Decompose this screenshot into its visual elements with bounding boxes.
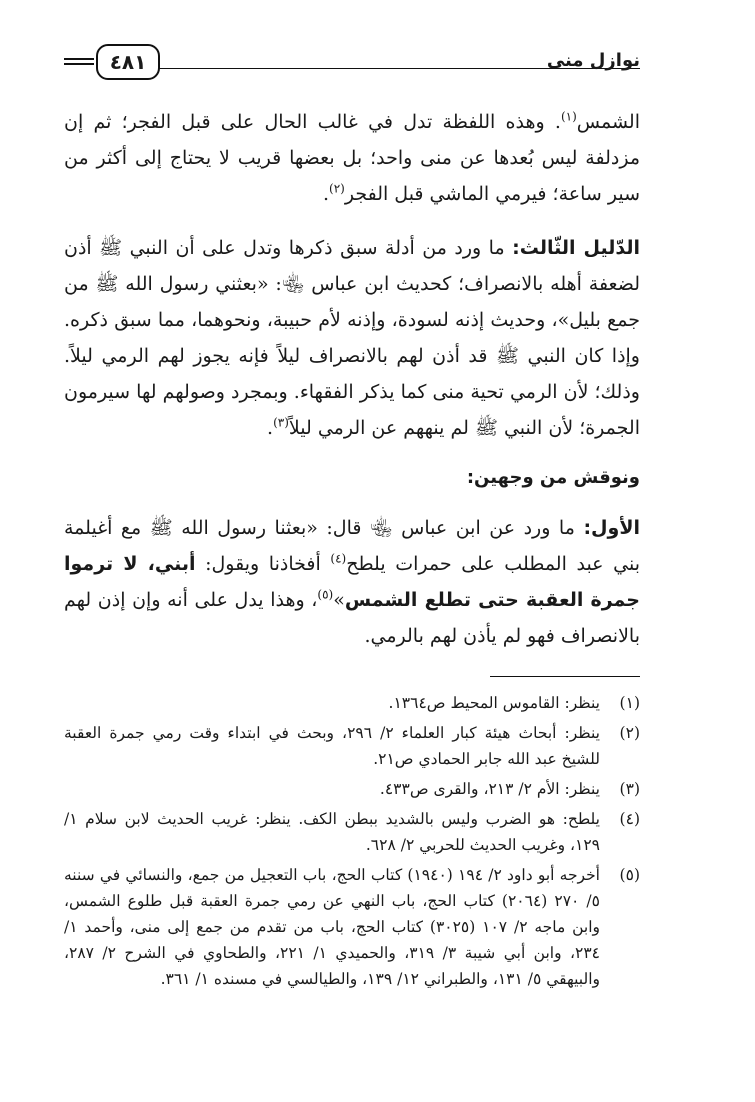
page-number-box xyxy=(96,44,160,80)
footnote-ref-1: (١) xyxy=(560,109,577,124)
paragraph-1 xyxy=(64,104,640,212)
footnote-item xyxy=(64,720,640,772)
paragraph-label: الدّليل الثّالث: xyxy=(512,237,641,259)
text-span: ما ورد من أدلة سبق ذكرها وتدل على أن النبي ﷺ أذن لضعفة أهله بالانصراف؛ كحديث ابن عباس ﵄: «بعثني رسول الله ﷺ من جمع بليل»، وحديث إذنه لسودة، وإذنه لأم حبيبة، ونحوهما، مما سبق ذكره. وإذا كان النبي ﷺ قد أذن لهم بالانصراف ليلاً فإنه يجوز لهم الرمي ليلاً. وذلك؛ لأن الرمي تحية منى كما يذكر الفقهاء. وبمجرد وصولهم لها سيرمون الجمرة؛ لأن النبي ﷺ لم ينههم عن الرمي ليلاً xyxy=(64,237,640,439)
text-span: » xyxy=(333,589,345,611)
footnote-text: يلطح: هو الضرب وليس بالشديد ببطن الكف. ينظر: غريب الحديث لابن سلام ١/ ١٢٩، وغريب الحديث للحربي ٢/ ٦٢٨. xyxy=(64,810,600,854)
text-span: . xyxy=(267,417,274,439)
page-header xyxy=(64,44,640,84)
text-span: . xyxy=(322,183,330,205)
running-title: نوازل منى xyxy=(546,50,640,71)
footnote-text: ينظر: القاموس المحيط ص١٣٦٤. xyxy=(388,694,600,712)
footnote-number: (٥) xyxy=(619,866,640,884)
footnote-item xyxy=(64,776,640,802)
footnote-text: أخرجه أبو داود ٢/ ١٩٤ (١٩٤٠) كتاب الحج، باب التعجيل من جمع، والنسائي في سننه ٥/ ٢٧٠ (٢٠٦٤) كتاب الحج، باب النهي عن رمي جمرة العقبة قبل طلوع الشمس، وابن ماجه ٢/ ١٠٧ (٣٠٢٥) كتاب الحج، باب من تقدم من جمع إلى منى، وأحمد ١/ ٢٣٤، وابن أبي شيبة ٣/ ٣١٩، والحميدي ١/ ٢٢١، والطحاوي في الشرح ٢/ ٢٨٧، والبيهقي ٥/ ١٣١، والطبراني ١٢/ ١٣٩، والطيالسي في مسنده ١/ ٣٦١. xyxy=(64,866,600,988)
footnote-number: (٤) xyxy=(619,810,640,828)
footnote-text: ينظر: أبحاث هيئة كبار العلماء ٢/ ٢٩٦، وبحث في ابتداء وقت رمي جمرة العقبة للشيخ عبد الله جابر الحمادي ص٢١. xyxy=(64,724,600,768)
footnote-text: ينظر: الأم ٢/ ٢١٣، والقرى ص٤٣٣. xyxy=(379,780,600,798)
paragraph-label: الأول: xyxy=(583,517,640,539)
footnote-ref-4: (٤) xyxy=(330,551,347,566)
footnote-number: (١) xyxy=(619,694,640,712)
footnote-ref-2: (٢) xyxy=(329,181,345,196)
header-double-rule xyxy=(64,58,94,65)
paragraph-gap xyxy=(64,212,640,230)
page-number: ٤٨١ xyxy=(109,50,147,74)
footnote-number: (٣) xyxy=(619,780,640,798)
section-heading: ونوقش من وجهين: xyxy=(466,467,640,488)
footnote-item xyxy=(64,806,640,858)
footnote-ref-5: (٥) xyxy=(317,587,334,602)
text-span: ، وهذا يدل على أنه وإن إذن لهم بالانصراف فهو لم يأذن لهم بالرمي. xyxy=(64,589,640,647)
paragraph-3 xyxy=(64,510,640,654)
footnote-ref-3: (٣) xyxy=(273,415,289,430)
footnote-item xyxy=(64,862,640,992)
footnote-number: (٢) xyxy=(619,724,640,742)
footnotes xyxy=(64,690,640,996)
text-span: . وهذه اللفظة تدل في غالب الحال على قبل الفجر؛ ثم إن مزدلفة ليس بُعدها عن منى واحد؛ بل بعضها قريب لا يحتاج إلى أكثر من سير ساعة؛ فيرمي الماشي قبل الفجر xyxy=(64,111,640,205)
text-span: ما ورد عن ابن عباس ﵄ قال: «بعثنا رسول الله ﷺ مع أغيلمة بني عبد المطلب على حمرات يلطح xyxy=(64,517,640,575)
text-span: الشمس xyxy=(576,111,640,133)
text-span: أفخاذنا ويقول: xyxy=(195,553,331,575)
paragraph-2 xyxy=(64,230,640,446)
main-text xyxy=(64,104,640,654)
footnote-separator xyxy=(490,676,640,677)
footnote-item xyxy=(64,690,640,716)
hadith-quote: أبني، لا ترموا جمرة العقبة حتى تطلع الشمس xyxy=(64,553,640,611)
